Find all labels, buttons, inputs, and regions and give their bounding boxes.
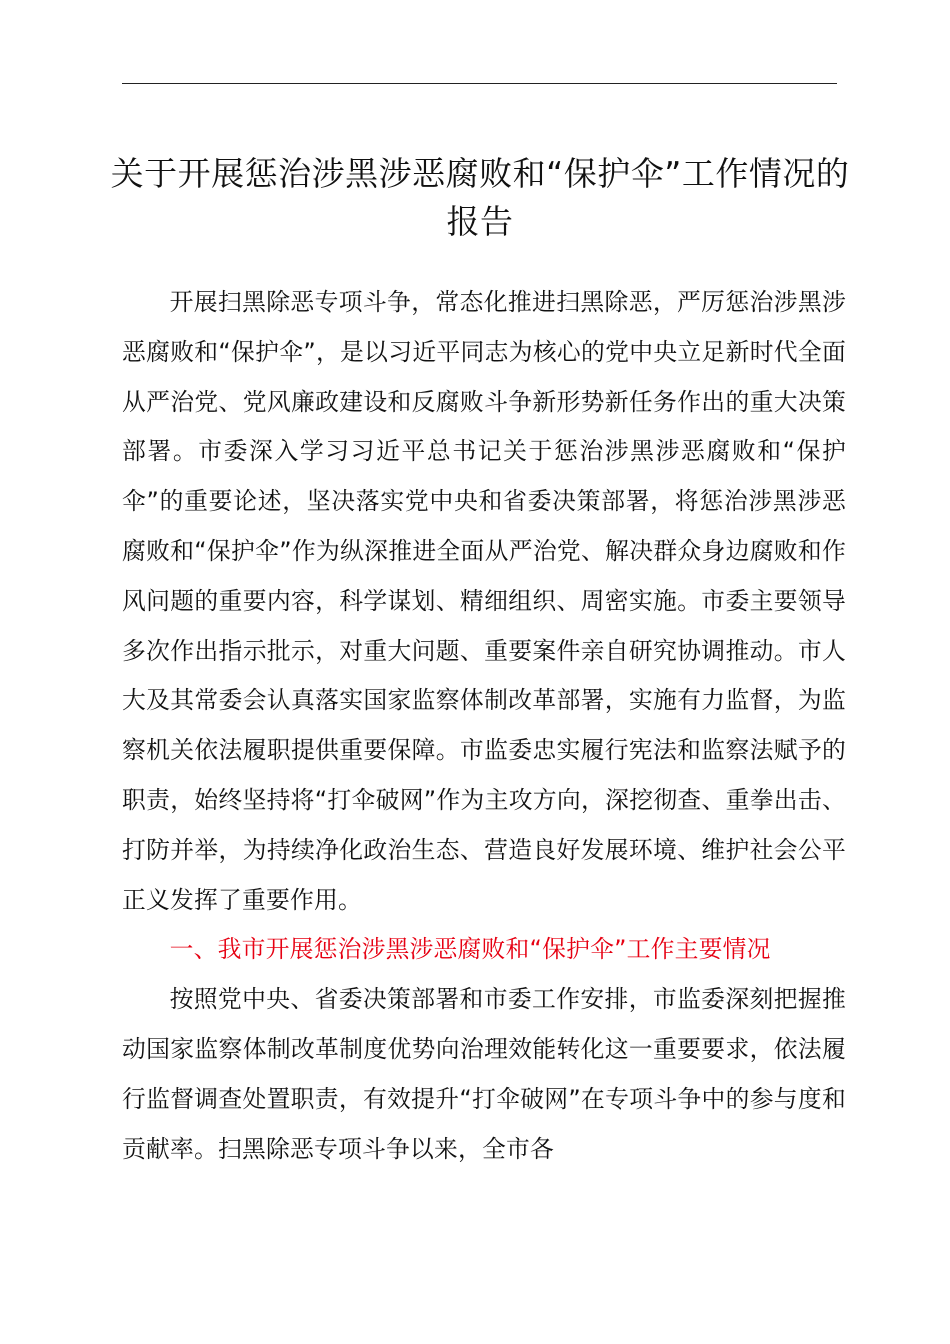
report-title: 关于开展惩治涉黑涉恶腐败和“保护伞”工作情况的报告 [110,154,850,241]
section-paragraph: 按照党中央、省委决策部署和市委工作安排，市监委深刻把握推动国家监察体制改革制度优势向治理效能转化这一重要要求，依法履行监督调查处置职责，有效提升“打伞破网”在专项斗争中的参与度和贡献率。扫黑除恶专项斗争以来，全市各 [122,985,846,1163]
section-heading: 一、我市开展惩治涉黑涉恶腐败和“保护伞”工作主要情况 [169,935,771,964]
report-body [122,278,846,1174]
header-rule [122,83,837,84]
intro-paragraph: 开展扫黑除恶专项斗争，常态化推进扫黑除恶，严厉惩治涉黑涉恶腐败和“保护伞”，是以习近平同志为核心的党中央立足新时代全面从严治党、党风廉政建设和反腐败斗争新形势新任务作出的重大决策部署。市委深入学习习近平总书记关于惩治涉黑涉恶腐败和“保护伞”的重要论述，坚决落实党中央和省委决策部署，将惩治涉黑涉恶腐败和“保护伞”作为纵深推进全面从严治党、解决群众身边腐败和作风问题的重要内容，科学谋划、精细组织、周密实施。市委主要领导多次作出指示批示，对重大问题、重要案件亲自研究协调推动。市人大及其常委会认真落实国家监察体制改革部署，实施有力监督，为监察机关依法履职提供重要保障。市监委忠实履行宪法和监察法赋予的职责，始终坚持将“打伞破网”作为主攻方向，深挖彻查、重拳出击、打防并举，为持续净化政治生态、营造良好发展环境、维护社会公平正义发挥了重要作用。 [122,288,846,914]
